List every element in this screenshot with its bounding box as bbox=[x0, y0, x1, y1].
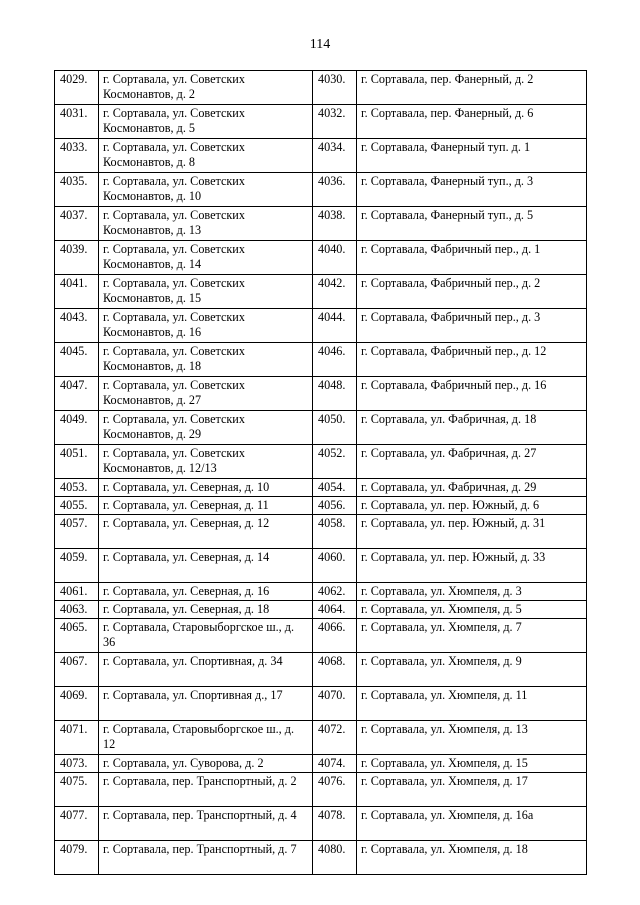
entry-number-left: 4031. bbox=[55, 105, 99, 139]
entry-number-right: 4076. bbox=[313, 773, 357, 807]
address-left: г. Сортавала, ул. Советских Космонавтов, д. 2 bbox=[99, 71, 313, 105]
table-row bbox=[55, 173, 587, 207]
address-right: г. Сортавала, Фабричный пер., д. 1 bbox=[357, 241, 587, 275]
entry-number-right: 4070. bbox=[313, 687, 357, 721]
entry-number-left: 4039. bbox=[55, 241, 99, 275]
entry-number-left: 4069. bbox=[55, 687, 99, 721]
address-right: г. Сортавала, Фабричный пер., д. 16 bbox=[357, 377, 587, 411]
entry-number-right: 4046. bbox=[313, 343, 357, 377]
entry-number-left: 4079. bbox=[55, 841, 99, 875]
entry-number-right: 4064. bbox=[313, 601, 357, 619]
entry-number-right: 4042. bbox=[313, 275, 357, 309]
address-right: г. Сортавала, Фабричный пер., д. 12 bbox=[357, 343, 587, 377]
entry-number-left: 4057. bbox=[55, 515, 99, 549]
entry-number-left: 4053. bbox=[55, 479, 99, 497]
address-left: г. Сортавала, Старовыборгское ш., д. 12 bbox=[99, 721, 313, 755]
address-left: г. Сортавала, ул. Советских Космонавтов, д. 8 bbox=[99, 139, 313, 173]
address-left: г. Сортавала, ул. Суворова, д. 2 bbox=[99, 755, 313, 773]
address-left: г. Сортавала, ул. Спортивная, д. 34 bbox=[99, 653, 313, 687]
entry-number-left: 4063. bbox=[55, 601, 99, 619]
address-right: г. Сортавала, ул. Хюмпеля, д. 16а bbox=[357, 807, 587, 841]
table-row bbox=[55, 841, 587, 875]
table-row bbox=[55, 275, 587, 309]
entry-number-right: 4048. bbox=[313, 377, 357, 411]
entry-number-left: 4035. bbox=[55, 173, 99, 207]
table-row bbox=[55, 515, 587, 549]
address-right: г. Сортавала, ул. пер. Южный, д. 31 bbox=[357, 515, 587, 549]
table-row bbox=[55, 549, 587, 583]
table-row bbox=[55, 619, 587, 653]
table-row bbox=[55, 445, 587, 479]
table-row bbox=[55, 241, 587, 275]
address-right: г. Сортавала, пер. Фанерный, д. 2 bbox=[357, 71, 587, 105]
entry-number-left: 4065. bbox=[55, 619, 99, 653]
address-right: г. Сортавала, ул. пер. Южный, д. 6 bbox=[357, 497, 587, 515]
entry-number-right: 4056. bbox=[313, 497, 357, 515]
entry-number-left: 4037. bbox=[55, 207, 99, 241]
page-number: 114 bbox=[309, 37, 331, 52]
address-left: г. Сортавала, ул. Советских Космонавтов, д. 15 bbox=[99, 275, 313, 309]
table-row bbox=[55, 207, 587, 241]
table-row bbox=[55, 497, 587, 515]
address-right: г. Сортавала, ул. Хюмпеля, д. 3 bbox=[357, 583, 587, 601]
entry-number-right: 4044. bbox=[313, 309, 357, 343]
entry-number-right: 4068. bbox=[313, 653, 357, 687]
address-left: г. Сортавала, ул. Северная, д. 16 bbox=[99, 583, 313, 601]
address-left: г. Сортавала, ул. Советских Космонавтов, д. 5 bbox=[99, 105, 313, 139]
address-left: г. Сортавала, ул. Советских Космонавтов, д. 14 bbox=[99, 241, 313, 275]
entry-number-right: 4060. bbox=[313, 549, 357, 583]
entry-number-right: 4052. bbox=[313, 445, 357, 479]
address-right: г. Сортавала, ул. Хюмпеля, д. 5 bbox=[357, 601, 587, 619]
entry-number-right: 4074. bbox=[313, 755, 357, 773]
table-row bbox=[55, 71, 587, 105]
address-right: г. Сортавала, Фанерный туп. д. 1 bbox=[357, 139, 587, 173]
address-right: г. Сортавала, ул. Фабричная, д. 18 bbox=[357, 411, 587, 445]
address-right: г. Сортавала, Фанерный туп., д. 5 bbox=[357, 207, 587, 241]
entry-number-left: 4045. bbox=[55, 343, 99, 377]
table-row bbox=[55, 343, 587, 377]
entry-number-left: 4059. bbox=[55, 549, 99, 583]
table-row bbox=[55, 377, 587, 411]
address-right: г. Сортавала, ул. Фабричная, д. 27 bbox=[357, 445, 587, 479]
address-right: г. Сортавала, ул. Хюмпеля, д. 15 bbox=[357, 755, 587, 773]
address-right: г. Сортавала, ул. Хюмпеля, д. 18 bbox=[357, 841, 587, 875]
table-row bbox=[55, 653, 587, 687]
address-left: г. Сортавала, ул. Советских Космонавтов, д. 12/13 bbox=[99, 445, 313, 479]
entry-number-right: 4036. bbox=[313, 173, 357, 207]
entry-number-left: 4071. bbox=[55, 721, 99, 755]
entry-number-right: 4034. bbox=[313, 139, 357, 173]
entry-number-left: 4051. bbox=[55, 445, 99, 479]
address-left: г. Сортавала, ул. Советских Космонавтов, д. 18 bbox=[99, 343, 313, 377]
address-right: г. Сортавала, ул. Хюмпеля, д. 13 bbox=[357, 721, 587, 755]
entry-number-right: 4062. bbox=[313, 583, 357, 601]
table-row bbox=[55, 687, 587, 721]
entry-number-left: 4029. bbox=[55, 71, 99, 105]
address-left: г. Сортавала, ул. Советских Космонавтов, д. 13 bbox=[99, 207, 313, 241]
address-left: г. Сортавала, ул. Северная, д. 10 bbox=[99, 479, 313, 497]
address-table bbox=[54, 70, 587, 875]
address-right: г. Сортавала, Фанерный туп., д. 3 bbox=[357, 173, 587, 207]
table-row bbox=[55, 309, 587, 343]
entry-number-right: 4030. bbox=[313, 71, 357, 105]
entry-number-right: 4080. bbox=[313, 841, 357, 875]
address-left: г. Сортавала, пер. Транспортный, д. 7 bbox=[99, 841, 313, 875]
address-left: г. Сортавала, ул. Северная, д. 18 bbox=[99, 601, 313, 619]
entry-number-right: 4040. bbox=[313, 241, 357, 275]
address-left: г. Сортавала, пер. Транспортный, д. 2 bbox=[99, 773, 313, 807]
entry-number-right: 4032. bbox=[313, 105, 357, 139]
address-left: г. Сортавала, Старовыборгское ш., д. 36 bbox=[99, 619, 313, 653]
address-right: г. Сортавала, ул. Хюмпеля, д. 17 bbox=[357, 773, 587, 807]
entry-number-right: 4050. bbox=[313, 411, 357, 445]
entry-number-right: 4038. bbox=[313, 207, 357, 241]
entry-number-right: 4066. bbox=[313, 619, 357, 653]
entry-number-left: 4077. bbox=[55, 807, 99, 841]
entry-number-left: 4047. bbox=[55, 377, 99, 411]
entry-number-left: 4067. bbox=[55, 653, 99, 687]
address-right: г. Сортавала, пер. Фанерный, д. 6 bbox=[357, 105, 587, 139]
address-left: г. Сортавала, ул. Советских Космонавтов, д. 16 bbox=[99, 309, 313, 343]
table-row bbox=[55, 721, 587, 755]
entry-number-left: 4043. bbox=[55, 309, 99, 343]
address-right: г. Сортавала, ул. Хюмпеля, д. 11 bbox=[357, 687, 587, 721]
address-right: г. Сортавала, ул. Фабричная, д. 29 bbox=[357, 479, 587, 497]
entry-number-left: 4041. bbox=[55, 275, 99, 309]
address-right: г. Сортавала, ул. пер. Южный, д. 33 bbox=[357, 549, 587, 583]
entry-number-left: 4061. bbox=[55, 583, 99, 601]
table-row bbox=[55, 105, 587, 139]
address-left: г. Сортавала, ул. Северная, д. 12 bbox=[99, 515, 313, 549]
address-left: г. Сортавала, ул. Спортивная д., 17 bbox=[99, 687, 313, 721]
address-left: г. Сортавала, ул. Советских Космонавтов, д. 29 bbox=[99, 411, 313, 445]
address-left: г. Сортавала, пер. Транспортный, д. 4 bbox=[99, 807, 313, 841]
entry-number-right: 4058. bbox=[313, 515, 357, 549]
address-right: г. Сортавала, Фабричный пер., д. 3 bbox=[357, 309, 587, 343]
entry-number-left: 4075. bbox=[55, 773, 99, 807]
entry-number-left: 4033. bbox=[55, 139, 99, 173]
table-row bbox=[55, 601, 587, 619]
table-row bbox=[55, 583, 587, 601]
table-row bbox=[55, 755, 587, 773]
table-row bbox=[55, 773, 587, 807]
entry-number-right: 4072. bbox=[313, 721, 357, 755]
entry-number-left: 4049. bbox=[55, 411, 99, 445]
address-left: г. Сортавала, ул. Советских Космонавтов, д. 10 bbox=[99, 173, 313, 207]
address-right: г. Сортавала, ул. Хюмпеля, д. 7 bbox=[357, 619, 587, 653]
address-table-body bbox=[55, 71, 587, 875]
table-row bbox=[55, 139, 587, 173]
address-left: г. Сортавала, ул. Северная, д. 14 bbox=[99, 549, 313, 583]
table-row bbox=[55, 479, 587, 497]
address-right: г. Сортавала, Фабричный пер., д. 2 bbox=[357, 275, 587, 309]
address-left: г. Сортавала, ул. Северная, д. 11 bbox=[99, 497, 313, 515]
entry-number-left: 4055. bbox=[55, 497, 99, 515]
address-right: г. Сортавала, ул. Хюмпеля, д. 9 bbox=[357, 653, 587, 687]
entry-number-left: 4073. bbox=[55, 755, 99, 773]
entry-number-right: 4054. bbox=[313, 479, 357, 497]
table-row bbox=[55, 807, 587, 841]
address-left: г. Сортавала, ул. Советских Космонавтов, д. 27 bbox=[99, 377, 313, 411]
table-row bbox=[55, 411, 587, 445]
entry-number-right: 4078. bbox=[313, 807, 357, 841]
